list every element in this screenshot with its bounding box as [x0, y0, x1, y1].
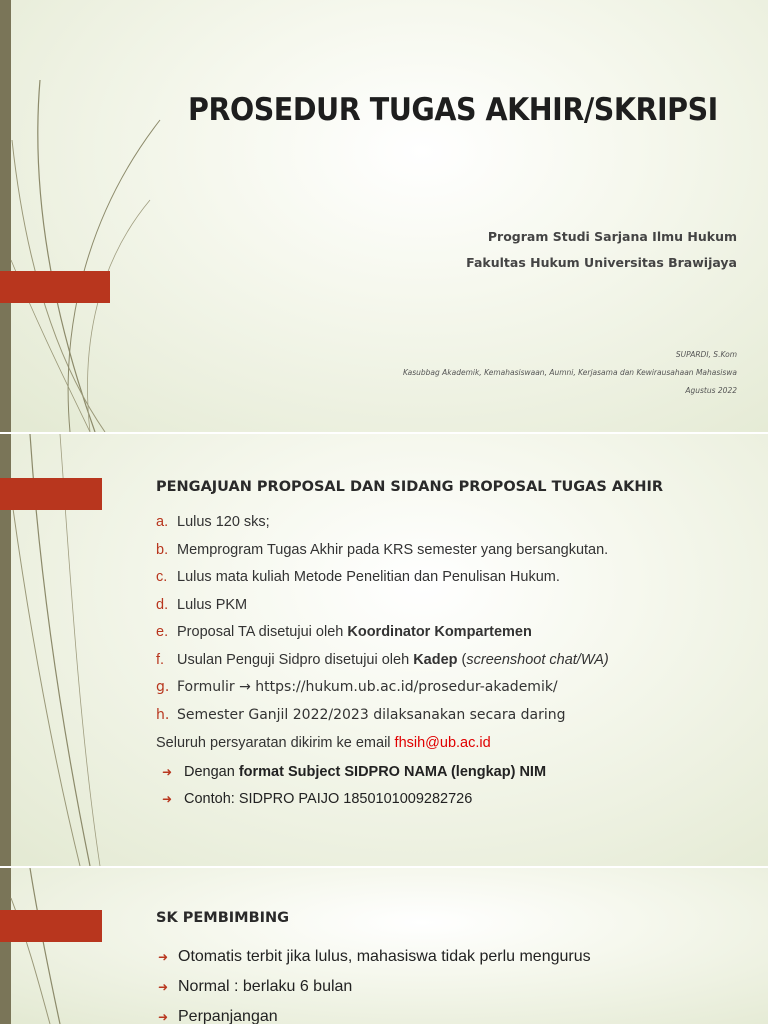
bullet-item	[158, 948, 591, 966]
slide-title	[0, 0, 768, 432]
list-item	[156, 597, 609, 625]
list-item-text: Usulan Penguji Sidpro disetujui oleh	[177, 651, 414, 668]
list-marker: f.	[156, 651, 165, 668]
list-item-text: Memprogram Tugas Akhir pada KRS semester yang bersangkutan.	[177, 541, 609, 558]
bullet-text: Contoh: SIDPRO PAIJO 1850101009282726	[184, 791, 473, 807]
form-link-text: Formulir → https://hukum.ub.ac.id/prosedur-akademik/	[177, 679, 558, 695]
email-note	[156, 735, 491, 751]
bullet-item	[158, 1008, 278, 1024]
program-label: Program Studi Sarjana Ilmu Hukum	[487, 229, 737, 244]
list-marker: a.	[156, 514, 169, 530]
list-item-text: Lulus 120 sks;	[177, 514, 270, 530]
arrow-bullet-icon: ➜	[158, 950, 169, 964]
bullet-text: Perpanjangan	[178, 1008, 278, 1024]
email-address: fhsih@ub.ac.id	[394, 735, 491, 751]
list-marker: e.	[156, 624, 169, 640]
list-item-emphasis: Koordinator Kompartemen	[347, 624, 532, 640]
decorative-curves	[0, 868, 120, 1024]
accent-tab	[0, 478, 102, 510]
list-item-text: Proposal TA disetujui oleh	[177, 624, 348, 640]
presentation-date: Agustus 2022	[685, 386, 737, 395]
arrow-bullet-icon: ➜	[162, 792, 173, 806]
slide-proposal	[0, 434, 768, 866]
list-item	[156, 514, 609, 542]
section-heading: SK PEMBIMBING	[156, 910, 290, 926]
author-position: Kasubbag Akademik, Kemahasiswaan, Aumni, Kerjasama dan Kewirausahaan Mahasiswa	[402, 368, 737, 377]
bullet-text: Normal : berlaku 6 bulan	[178, 978, 353, 995]
slide-title-text: PROSEDUR TUGAS AKHIR/SKRIPSI	[188, 92, 718, 128]
email-note-text: Seluruh persyaratan dikirim ke email	[156, 735, 395, 751]
bullet-item	[162, 764, 546, 780]
section-heading: PENGAJUAN PROPOSAL DAN SIDANG PROPOSAL TUGAS AKHIR	[156, 479, 664, 495]
bullet-item	[162, 791, 472, 807]
list-item	[156, 569, 609, 597]
list-item-emphasis: Kadep	[413, 651, 458, 668]
faculty-label: Fakultas Hukum Universitas Brawijaya	[466, 255, 737, 270]
author-name: SUPARDI, S.Kom	[675, 350, 737, 359]
bullet-text: Dengan	[184, 764, 239, 780]
list-item	[156, 679, 609, 707]
list-item	[156, 542, 609, 570]
list-marker: d.	[156, 596, 169, 613]
list-marker: g.	[156, 679, 170, 695]
bullet-item	[158, 978, 352, 996]
list-marker: h.	[156, 706, 170, 723]
list-item-italic: screenshoot chat/WA)	[466, 651, 609, 668]
arrow-bullet-icon: ➜	[162, 765, 173, 779]
list-item	[156, 624, 609, 652]
list-item	[156, 652, 609, 680]
bullet-text: Otomatis terbit jika lulus, mahasiswa tidak perlu mengurus	[178, 948, 591, 965]
list-item	[156, 707, 609, 735]
bullet-emphasis: format Subject SIDPRO NAMA (lengkap) NIM	[238, 764, 547, 780]
slide-sk-pembimbing	[0, 868, 768, 1024]
decorative-curves	[0, 0, 200, 432]
requirements-list	[156, 514, 609, 734]
list-item-text: (	[457, 651, 467, 668]
list-marker: c.	[156, 569, 168, 585]
arrow-bullet-icon: ➜	[158, 980, 169, 994]
list-item-text: Semester Ganjil 2022/2023 dilaksanakan secara daring	[177, 706, 566, 723]
accent-tab	[0, 910, 102, 942]
list-marker: b.	[156, 541, 169, 558]
list-item-text: Lulus PKM	[177, 596, 248, 613]
arrow-bullet-icon: ➜	[158, 1010, 169, 1024]
list-item-text: Lulus mata kuliah Metode Penelitian dan Penulisan Hukum.	[177, 569, 560, 585]
accent-tab	[0, 271, 110, 303]
